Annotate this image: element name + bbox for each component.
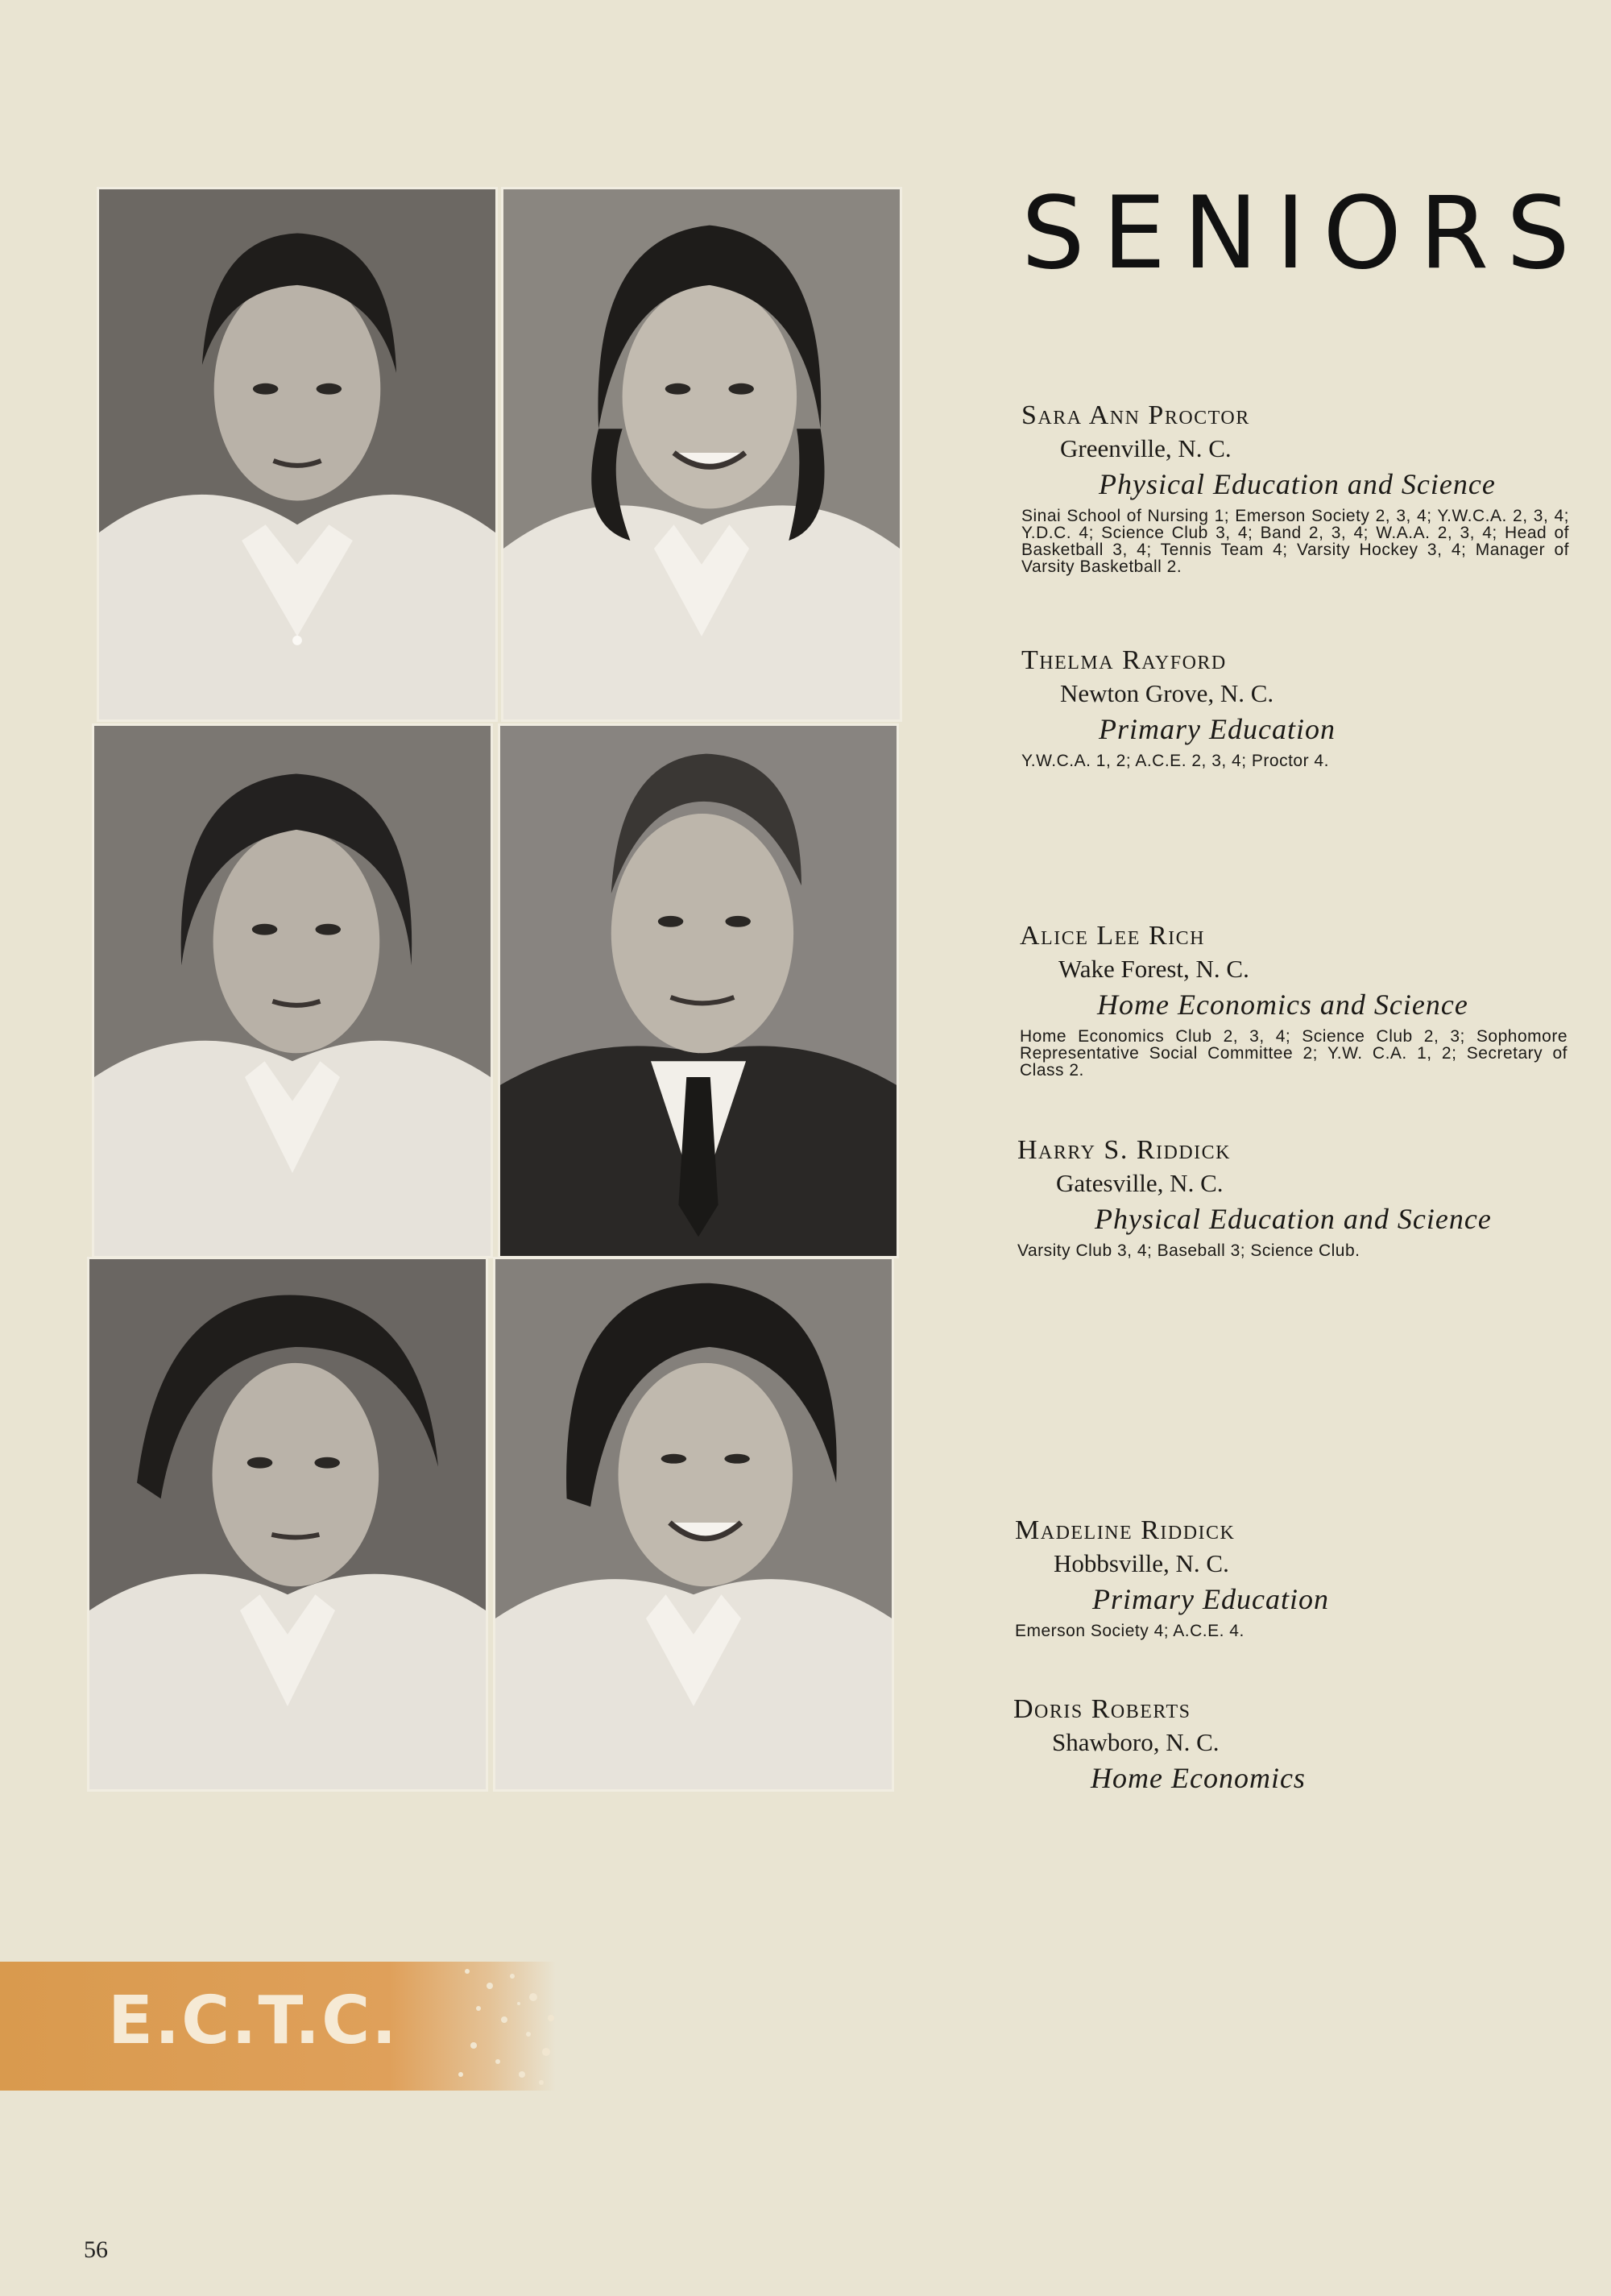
portrait-doris-roberts — [493, 1257, 894, 1792]
senior-name: Thelma Rayford — [1021, 645, 1227, 675]
senior-hometown: Hobbsville, N. C. — [1054, 1549, 1229, 1577]
portrait-harry-s-riddick — [498, 723, 899, 1258]
senior-entry — [1017, 1134, 1565, 1259]
senior-entry — [1020, 920, 1568, 1079]
senior-activities: Home Economics Club 2, 3, 4; Science Club 2, 3; Sophomore Representative Social Committee 2; Y.W. C.A. 1, 2; Secretary of Class 2. — [1020, 1027, 1568, 1080]
senior-entry — [1013, 1693, 1561, 1801]
portrait-madeline-riddick — [87, 1257, 488, 1792]
school-banner — [0, 1962, 556, 2091]
portrait-thelma-rayford — [501, 187, 902, 722]
portrait-sara-ann-proctor — [97, 187, 498, 722]
senior-entry — [1021, 400, 1569, 575]
senior-hometown: Shawboro, N. C. — [1052, 1728, 1220, 1756]
senior-activities: Y.W.C.A. 1, 2; A.C.E. 2, 3, 4; Proctor 4. — [1021, 752, 1329, 770]
page-number: 56 — [84, 2236, 108, 2263]
senior-activities: Emerson Society 4; A.C.E. 4. — [1015, 1622, 1244, 1640]
portrait-alice-lee-rich — [92, 723, 493, 1258]
senior-major: Physical Education and Science — [1095, 1203, 1492, 1235]
senior-hometown: Greenville, N. C. — [1060, 434, 1232, 462]
senior-name: Doris Roberts — [1013, 1694, 1191, 1724]
senior-name: Harry S. Riddick — [1017, 1135, 1231, 1165]
senior-name: Alice Lee Rich — [1020, 921, 1205, 951]
senior-name: Madeline Riddick — [1015, 1515, 1236, 1545]
senior-hometown: Newton Grove, N. C. — [1060, 679, 1274, 707]
senior-major: Primary Education — [1092, 1583, 1329, 1615]
senior-major: Home Economics and Science — [1097, 988, 1468, 1021]
school-mark: E.C.T.C. — [108, 1983, 399, 2059]
senior-name: Sara Ann Proctor — [1021, 400, 1250, 430]
senior-activities: Varsity Club 3, 4; Baseball 3; Science Club. — [1017, 1241, 1360, 1260]
senior-major: Home Economics — [1091, 1762, 1306, 1794]
senior-hometown: Wake Forest, N. C. — [1058, 955, 1249, 983]
portrait-grid — [87, 187, 905, 1790]
senior-entry — [1015, 1515, 1563, 1639]
senior-major: Primary Education — [1099, 713, 1336, 745]
page-heading: SENIORS — [1021, 176, 1588, 292]
senior-hometown: Gatesville, N. C. — [1056, 1169, 1224, 1197]
senior-activities: Sinai School of Nursing 1; Emerson Society 2, 3, 4; Y.W.C.A. 2, 3, 4; Y.D.C. 4; Science Club 3, 4; Band 2, 3, 4; W.A.A. 2, 3, 4; Head of Basketball 3, 4; Tennis Team 4; Varsity Hockey 3, 4; Manager of Varsity Basketball 2. — [1021, 507, 1569, 576]
senior-entry — [1021, 644, 1569, 769]
speckle-texture — [451, 1962, 556, 2091]
senior-major: Physical Education and Science — [1099, 468, 1496, 500]
